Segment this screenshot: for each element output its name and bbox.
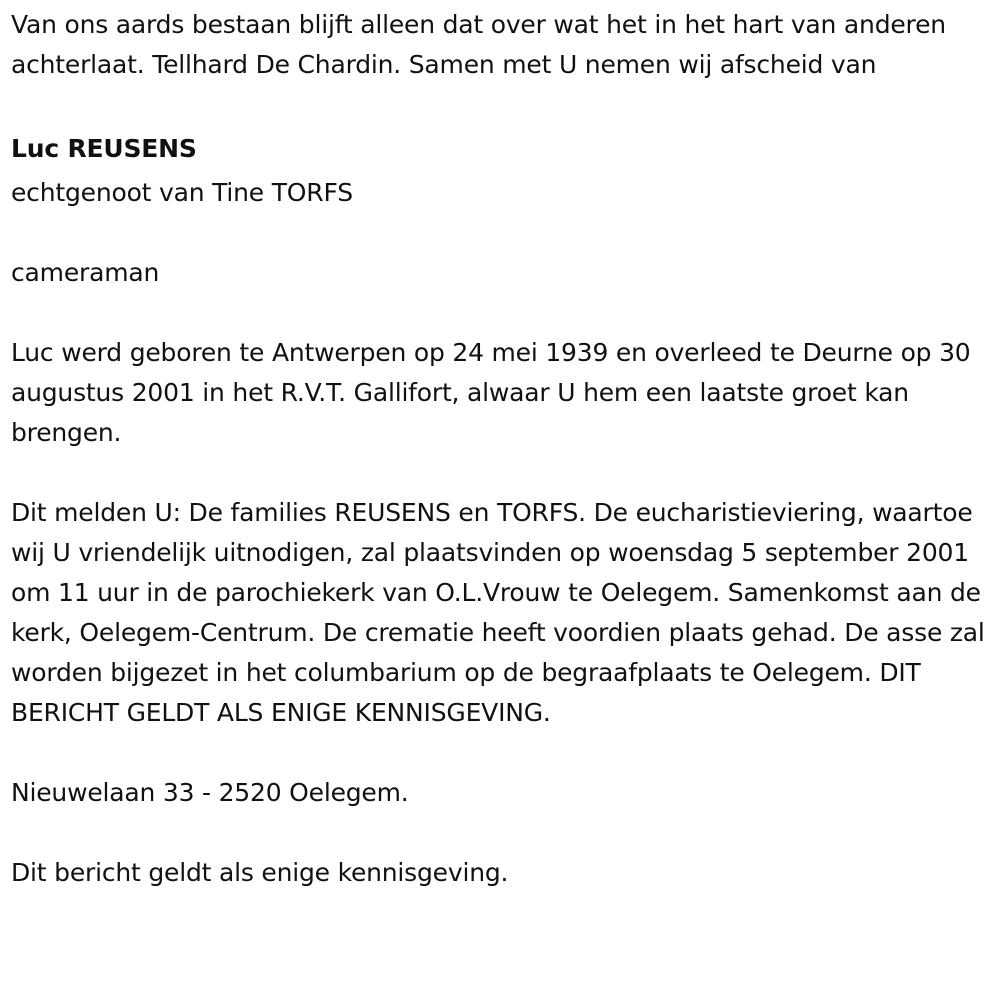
- birth-death-paragraph: Luc werd geboren te Antwerpen op 24 mei 1939 en overleed te Deurne op 30 augustus 2001 in het R.V.T. Gallifort, alwaar U hem een laatste groet kan brengen.: [11, 338, 971, 447]
- closing-line: Dit bericht geldt als enige kennisgeving.: [11, 858, 509, 887]
- announcement-paragraph: Dit melden U: De families REUSENS en TORFS. De eucharistieviering, waartoe wij U vriendelijk uitnodigen, zal plaatsvinden op woensdag 5 september 2001 om 11 uur in de parochiekerk van O.L.Vrouw te Oelegem. Samenkomst aan de kerk, Oelegem-Centrum. De crematie heeft voordien plaats gehad. De asse zal worden bijgezet in het columbarium op de begraafplaats te Oelegem. DIT BERICHT GELDT ALS ENIGE KENNISGEVING.: [11, 498, 985, 727]
- spacer: [11, 733, 986, 773]
- spacer: [11, 213, 986, 253]
- spacer: [11, 293, 986, 333]
- spacer: [11, 813, 986, 853]
- address-line: Nieuwelaan 33 - 2520 Oelegem.: [11, 778, 409, 807]
- spacer: [11, 453, 986, 493]
- deceased-name: Luc REUSENS: [11, 134, 197, 163]
- occupation: cameraman: [11, 258, 160, 287]
- opening-quote: Van ons aards bestaan blijft alleen dat over wat het in het hart van anderen achterlaat. Tellhard De Chardin. Samen met U nemen wij afscheid van: [11, 10, 946, 79]
- spacer: [11, 85, 986, 125]
- spouse-line: echtgenoot van Tine TORFS: [11, 178, 353, 207]
